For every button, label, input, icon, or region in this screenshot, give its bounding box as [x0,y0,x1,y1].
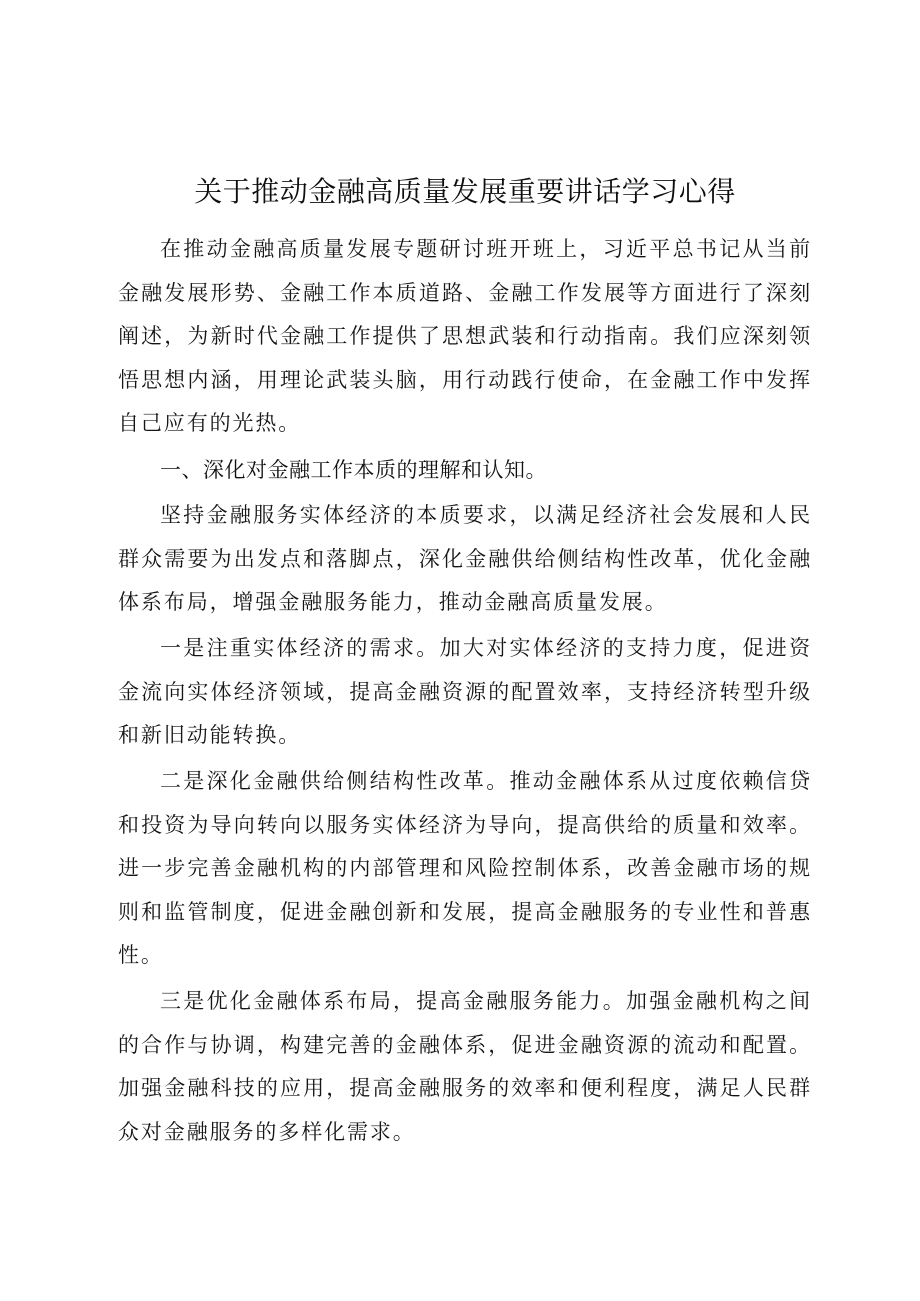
intro-paragraph: 在推动金融高质量发展专题研讨班开班上，习近平总书记从当前金融发展形势、金融工作本质道路、金融工作发展等方面进行了深刻阐述，为新时代金融工作提供了思想武装和行动指南。我们应深刻领悟思想内涵，用理论武装头脑，用行动践行使命，在金融工作中发挥自己应有的光热。 [118,237,812,435]
document-body [118,228,812,1157]
document-title: 关于推动金融高质量发展重要讲话学习心得 [194,175,736,208]
point-3-paragraph: 三是优化金融体系布局，提高金融服务能力。加强金融机构之间的合作与协调，构建完善的金融体系，促进金融资源的流动和配置。加强金融科技的应用，提高金融服务的效率和便利程度，满足人民群众对金融服务的多样化需求。 [118,989,812,1144]
point-1-paragraph: 一是注重实体经济的需求。加大对实体经济的支持力度，促进资金流向实体经济领域，提高金融资源的配置效率，支持经济转型升级和新旧动能转换。 [118,636,812,747]
point-2-paragraph: 二是深化金融供给侧结构性改革。推动金融体系从过度依赖信贷和投资为导向转向以服务实体经济为导向，提高供给的质量和效率。进一步完善金融机构的内部管理和风险控制体系，改善金融市场的规则和监管制度，促进金融创新和发展，提高金融服务的专业性和普惠性。 [118,769,812,967]
section-heading-1: 一、深化对金融工作本质的理解和认知。 [160,458,547,482]
section-1-paragraph: 坚持金融服务实体经济的本质要求，以满足经济社会发展和人民群众需要为出发点和落脚点，深化金融供给侧结构性改革，优化金融体系布局，增强金融服务能力，推动金融高质量发展。 [118,503,812,614]
